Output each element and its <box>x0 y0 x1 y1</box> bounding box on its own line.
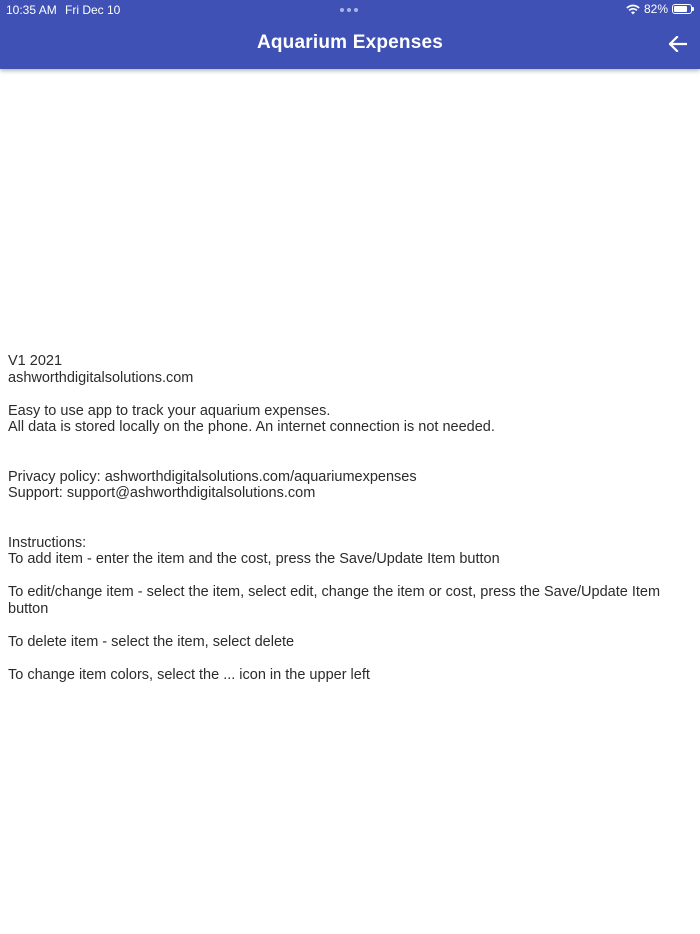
instructions-heading: Instructions: <box>8 534 87 551</box>
support-text: Support: support@ashworthdigitalsolutions.com <box>8 485 316 501</box>
description-line-1: Easy to use app to track your aquarium expenses. <box>8 402 331 419</box>
status-date: Fri Dec 10 <box>65 3 121 17</box>
about-content <box>8 353 692 683</box>
website-text: ashworthdigitalsolutions.com <box>8 369 194 386</box>
arrow-left-icon <box>669 36 687 52</box>
app-header <box>0 0 700 69</box>
battery-percent: 82% <box>643 2 668 16</box>
instruction-delete: To delete item - select the item, select delete <box>8 633 295 650</box>
back-button[interactable] <box>664 30 692 58</box>
status-indicators <box>626 2 692 16</box>
instruction-edit: To edit/change item - select the item, select edit, change the item or cost, press the Save/Update Item button <box>8 584 661 617</box>
privacy-policy-text: Privacy policy: ashworthdigitalsolutions.com/aquariumexpenses <box>8 468 417 485</box>
status-bar <box>0 0 700 20</box>
page-title: Aquarium Expenses <box>256 32 444 53</box>
instruction-colors: To change item colors, select the ... icon in the upper left <box>8 666 370 683</box>
more-dots-icon[interactable] <box>340 8 358 12</box>
version-text: V1 2021 <box>8 353 63 369</box>
battery-icon <box>672 4 692 14</box>
description-line-2: All data is stored locally on the phone. An internet connection is not needed. <box>8 419 495 435</box>
wifi-icon <box>626 4 640 15</box>
instruction-add: To add item - enter the item and the cost, press the Save/Update Item button <box>8 551 500 567</box>
status-time: 10:35 AM <box>6 3 57 17</box>
